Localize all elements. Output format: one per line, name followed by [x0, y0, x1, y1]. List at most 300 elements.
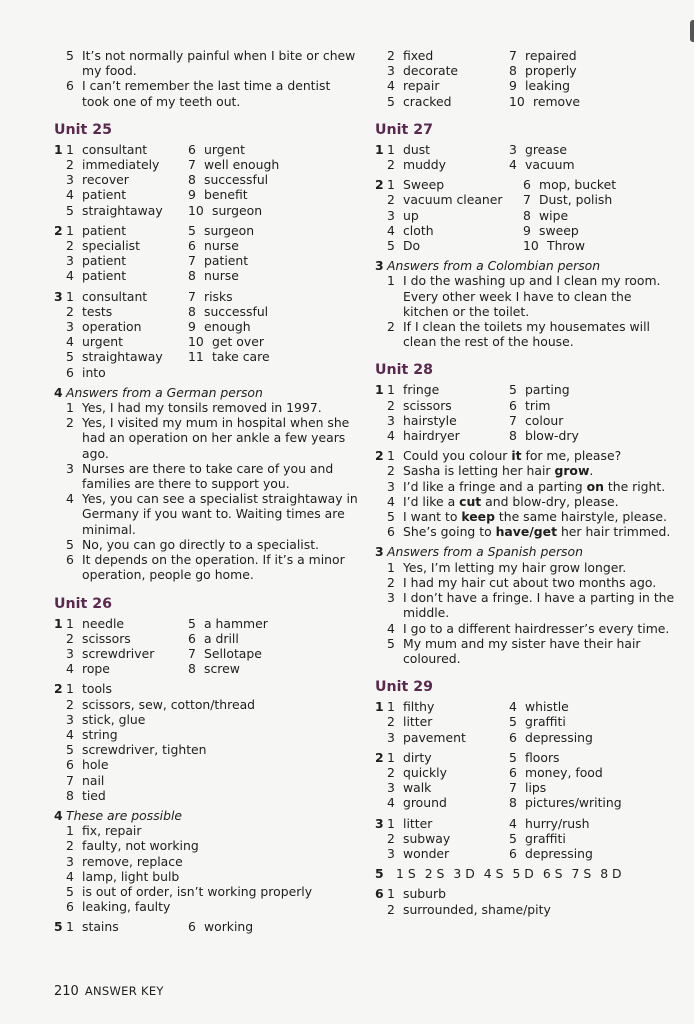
- item-number: 8: [509, 795, 517, 811]
- answer-text: urgent: [204, 141, 245, 157]
- exercise-number: 1: [375, 141, 384, 157]
- item-number: 7: [188, 157, 196, 173]
- answer-row: [54, 289, 360, 304]
- answer-row: [375, 398, 681, 413]
- item-number: 4: [66, 268, 74, 284]
- item-number: 2: [387, 319, 395, 335]
- answer-row: [54, 537, 360, 552]
- exercise-number: [375, 78, 387, 93]
- item-number: 6: [523, 177, 531, 193]
- exercise-number: [54, 203, 66, 218]
- answer-text: rope: [82, 661, 110, 677]
- item-number: 6: [387, 524, 395, 540]
- footer-label: ANSWER KEY: [84, 984, 164, 998]
- answer-row: [375, 208, 681, 223]
- exercise-heading-row: [375, 544, 681, 559]
- answer-row: [54, 899, 360, 914]
- exercise-number: [375, 509, 387, 524]
- exercise-heading: Answers from a Spanish person: [387, 544, 583, 560]
- item-number: 8: [188, 661, 196, 677]
- exercise-number: [54, 727, 66, 742]
- item-number: 5: [66, 202, 74, 218]
- item-number: 6: [66, 899, 74, 915]
- exercise-heading-row: [54, 385, 360, 400]
- answer-text: vacuum cleaner: [403, 192, 503, 208]
- item-number: 1: [66, 919, 74, 935]
- answer-row: [375, 63, 681, 78]
- answer-text-part: I want to: [403, 509, 462, 525]
- exercise-number: [375, 636, 387, 666]
- item-number: 4: [509, 157, 517, 173]
- answer-row: [375, 413, 681, 428]
- exercise-number: 4: [54, 807, 63, 823]
- exercise-number: [54, 742, 66, 757]
- answer-text: pictures/writing: [525, 795, 622, 811]
- answer-text: I had my hair cut about two months ago.: [403, 574, 657, 590]
- answer-text: depressing: [525, 729, 593, 745]
- item-number: 2: [66, 157, 74, 173]
- answer-row: [54, 142, 360, 157]
- answer-row: [54, 268, 360, 283]
- answer-text: trim: [525, 397, 551, 413]
- exercise-number: [54, 697, 66, 712]
- item-number: 4: [66, 661, 74, 677]
- unit-29-ex2: [375, 750, 681, 811]
- answer-row: [375, 816, 681, 831]
- item-number: 5: [66, 742, 74, 758]
- exercise-number: [375, 479, 387, 494]
- bold-answer-word: grow: [554, 463, 590, 479]
- answer-text: litter: [403, 714, 433, 730]
- exercise-number: [54, 631, 66, 646]
- answer-row: [375, 192, 681, 207]
- exercise-number: [54, 788, 66, 803]
- item-number: 1: [387, 273, 395, 289]
- answer-text: I do the washing up and I clean my room. Every other week I have to clean the kitchen or the toilet.: [403, 273, 661, 319]
- item-number: 8: [66, 787, 74, 803]
- exercise-number: [54, 646, 66, 661]
- item-number: 9: [509, 78, 517, 94]
- exercise-number: [54, 334, 66, 349]
- answer-text: repaired: [525, 48, 577, 63]
- answer-row: [375, 78, 681, 93]
- answer-text: a drill: [204, 630, 239, 646]
- answer-text: patient: [82, 187, 127, 203]
- item-number: 3: [66, 853, 74, 869]
- item-number: 8: [188, 172, 196, 188]
- answer-text: wipe: [539, 207, 569, 223]
- answer-text: benefit: [204, 187, 248, 203]
- item-number: 2: [387, 157, 395, 173]
- item-number: 6: [188, 141, 196, 157]
- answer-row: [375, 765, 681, 780]
- answer-row: [54, 773, 360, 788]
- item-number: 3: [509, 141, 517, 157]
- answer-text: fix, repair: [82, 823, 142, 839]
- item-number: 8: [188, 303, 196, 319]
- exercise-number: 3: [375, 815, 384, 831]
- item-number: 1: [66, 222, 74, 238]
- unit-26-continued: [375, 48, 681, 109]
- answer-text: leaking, faulty: [82, 899, 171, 915]
- exercise-number: [375, 48, 387, 63]
- answer-text: muddy: [403, 157, 446, 173]
- answer-text: consultant: [82, 141, 148, 157]
- unit-25-ex2: [54, 223, 360, 284]
- answer-text: surgeon: [212, 202, 263, 218]
- exercise-heading-row: [54, 808, 360, 823]
- exercise-number: [54, 537, 66, 552]
- answer-text: [403, 524, 681, 539]
- answer-text: mop, bucket: [539, 177, 617, 193]
- item-number: 3: [66, 253, 74, 269]
- item-number: 2: [387, 463, 395, 479]
- item-number: [188, 365, 204, 380]
- answer-text: I go to a different hairdresser’s every time.: [403, 620, 670, 636]
- answer-row: [375, 319, 681, 349]
- answer-row: [375, 750, 681, 765]
- answer-text: [204, 365, 360, 380]
- answer-text: nail: [82, 772, 105, 788]
- answer-text: enough: [204, 319, 251, 335]
- answer-row: [375, 463, 681, 478]
- answer-text: hole: [82, 757, 109, 773]
- answer-row: [375, 714, 681, 729]
- answer-row: [375, 846, 681, 861]
- answer-text: leaking: [525, 78, 570, 94]
- answer-row: [54, 727, 360, 742]
- answer-row: [54, 616, 360, 631]
- unit-26-ex5: [54, 919, 360, 934]
- answer-inline-list: [396, 866, 672, 881]
- exercise-number: 5: [375, 866, 384, 882]
- exercise-number: 2: [54, 222, 63, 238]
- item-number: 3: [387, 590, 395, 606]
- page-footer: [54, 984, 164, 999]
- item-number: 5: [509, 714, 517, 730]
- answer-text: string: [82, 726, 118, 742]
- item-number: 7: [509, 780, 517, 796]
- item-number: 5: [509, 830, 517, 846]
- item-number: 7: [188, 288, 196, 304]
- answer-text: patient: [82, 222, 127, 238]
- item-number: 2: [66, 696, 74, 712]
- bold-answer-word: have/get: [495, 524, 557, 540]
- item-number: 5: [387, 635, 395, 651]
- left-column: [54, 48, 360, 940]
- item-number: 2: [387, 764, 395, 780]
- answer-row: [54, 646, 360, 661]
- answer-text: lips: [525, 780, 547, 796]
- item-number: 6: [66, 78, 74, 94]
- exercise-number: [375, 902, 387, 917]
- item-number: 2: [387, 48, 395, 63]
- answer-row: [54, 78, 360, 108]
- exercise-number: [375, 428, 387, 443]
- item-number: 2: [66, 838, 74, 854]
- exercise-number: [54, 365, 66, 380]
- answer-row: [54, 661, 360, 676]
- item-number: 3: [66, 319, 74, 335]
- answer-text: wonder: [403, 845, 450, 861]
- answer-row: [54, 415, 360, 461]
- item-number: 8: [509, 428, 517, 444]
- exercise-number: 3: [54, 288, 63, 304]
- item-number: 2: [387, 901, 395, 917]
- answer-text: surgeon: [204, 222, 255, 238]
- answer-text: nurse: [204, 238, 239, 254]
- answer-text: No, you can go directly to a specialist.: [82, 536, 319, 552]
- exercise-number: [375, 575, 387, 590]
- exercise-number: 6: [375, 886, 384, 902]
- answer-text: ground: [403, 795, 447, 811]
- exercise-number: 4: [54, 384, 63, 400]
- answer-text: depressing: [525, 845, 593, 861]
- item-number: 11: [188, 349, 204, 365]
- answer-text: operation: [82, 319, 142, 335]
- unit-29-ex6: [375, 886, 681, 916]
- answer-item: 4 S: [483, 866, 504, 882]
- answer-text: quickly: [403, 764, 447, 780]
- exercise-number: [54, 319, 66, 334]
- answer-row: [54, 253, 360, 268]
- answer-text: successful: [204, 303, 269, 319]
- answer-text: Yes, you can see a specialist straightaway in Germany if you want to. Waiting times are minimal.: [82, 491, 358, 537]
- answer-text: into: [82, 364, 106, 380]
- exercise-number: [375, 238, 387, 253]
- answer-text: sweep: [539, 222, 579, 238]
- item-number: 6: [66, 364, 74, 380]
- item-number: 6: [188, 919, 196, 935]
- item-number: 5: [509, 749, 517, 765]
- item-number: 1: [387, 699, 395, 715]
- answer-row: [54, 838, 360, 853]
- item-number: 1: [66, 288, 74, 304]
- item-number: 8: [523, 207, 531, 223]
- exercise-number: [54, 187, 66, 202]
- unit-27-ex3: [375, 258, 681, 349]
- unit-29-title: Unit 29: [375, 679, 433, 696]
- answer-row: [54, 203, 360, 218]
- answer-text: repair: [403, 78, 440, 94]
- item-number: 4: [387, 493, 395, 509]
- exercise-number: [54, 400, 66, 415]
- answer-text: [403, 509, 681, 524]
- answer-text: is out of order, isn’t working properly: [82, 883, 313, 899]
- unit-26-ex1: [54, 616, 360, 677]
- exercise-number: [54, 268, 66, 283]
- answer-text: screwdriver, tighten: [82, 742, 207, 758]
- answer-item: 3 D: [453, 866, 475, 882]
- exercise-number: [375, 621, 387, 636]
- answer-row: [375, 780, 681, 795]
- exercise-number: [54, 661, 66, 676]
- bold-answer-word: keep: [461, 509, 495, 525]
- answer-text: suburb: [403, 886, 446, 902]
- item-number: 7: [188, 645, 196, 661]
- answer-row: [375, 524, 681, 539]
- answer-text-part: and blow-dry, please.: [481, 493, 619, 509]
- answer-text: get over: [212, 334, 264, 350]
- exercise-number: [375, 208, 387, 223]
- answer-text: remove: [533, 93, 581, 109]
- item-number: 9: [188, 187, 196, 203]
- bold-answer-word: on: [586, 478, 604, 494]
- answer-text: hairdryer: [403, 428, 460, 444]
- exercise-number: [54, 823, 66, 838]
- item-number: 4: [66, 726, 74, 742]
- exercise-number: [375, 714, 387, 729]
- exercise-number: [375, 765, 387, 780]
- item-number: 5: [188, 615, 196, 631]
- exercise-number: [375, 730, 387, 745]
- exercise-number: [54, 884, 66, 899]
- answer-text: lamp, light bulb: [82, 868, 180, 884]
- answer-text: colour: [525, 412, 564, 428]
- answer-text: [403, 463, 681, 478]
- exercise-number: [375, 590, 387, 620]
- item-number: 5: [66, 883, 74, 899]
- unit-28-ex1: [375, 382, 681, 443]
- answer-text: [403, 448, 681, 463]
- answer-text: nurse: [204, 268, 239, 284]
- unit-29-ex1: [375, 699, 681, 745]
- answer-row: [375, 142, 681, 157]
- answer-text: straightaway: [82, 349, 163, 365]
- unit-27-title: Unit 27: [375, 121, 433, 138]
- item-number: 5: [188, 222, 196, 238]
- answer-text: working: [204, 919, 254, 935]
- item-number: 3: [66, 645, 74, 661]
- answer-item: 6 S: [542, 866, 563, 882]
- item-number: 1: [66, 615, 74, 631]
- answer-text: money, food: [525, 764, 603, 780]
- answer-row: [375, 902, 681, 917]
- item-number: 7: [509, 412, 517, 428]
- exercise-number: [54, 415, 66, 461]
- unit-25-ex3: [54, 289, 360, 380]
- answer-item: 7 S: [571, 866, 592, 882]
- answer-text: scissors: [403, 397, 452, 413]
- exercise-number: 1: [375, 382, 384, 398]
- answer-item: 2 S: [424, 866, 445, 882]
- exercise-number: 3: [375, 258, 384, 274]
- unit-25-ex4: [54, 385, 360, 583]
- answer-text: walk: [403, 780, 432, 796]
- exercise-number: [375, 413, 387, 428]
- answer-row: [54, 334, 360, 349]
- answer-text-part: I’d like a fringe and a parting: [403, 478, 587, 494]
- answer-row: [54, 319, 360, 334]
- answer-row: [375, 886, 681, 901]
- exercise-number: 2: [375, 448, 384, 464]
- answer-row: [54, 187, 360, 202]
- exercise-number: [375, 524, 387, 539]
- item-number: 5: [66, 536, 74, 552]
- unit-28-ex3: [375, 544, 681, 666]
- item-number: 5: [66, 349, 74, 365]
- answer-row: [54, 742, 360, 757]
- answer-text: subway: [403, 830, 451, 846]
- item-number: 2: [387, 397, 395, 413]
- exercise-number: [54, 238, 66, 253]
- item-number: 3: [66, 172, 74, 188]
- exercise-number: 1: [54, 141, 63, 157]
- answer-text: Yes, I’m letting my hair grow longer.: [403, 559, 627, 575]
- answer-text: straightaway: [82, 202, 163, 218]
- answer-row: [54, 349, 360, 364]
- item-number: 8: [509, 63, 517, 79]
- exercise-number: [375, 463, 387, 478]
- item-number: 3: [387, 478, 395, 494]
- answer-text: [403, 479, 681, 494]
- answer-row: [375, 479, 681, 494]
- answer-row: [54, 869, 360, 884]
- answer-row: [54, 854, 360, 869]
- answer-text: cloth: [403, 222, 434, 238]
- item-number: 1: [66, 823, 74, 839]
- unit-29-ex3: [375, 816, 681, 862]
- exercise-number: [375, 494, 387, 509]
- answer-text-part: Could you colour: [403, 448, 512, 464]
- item-number: 6: [188, 238, 196, 254]
- answer-text: whistle: [525, 699, 569, 715]
- answer-row: [375, 223, 681, 238]
- exercise-number: [375, 398, 387, 413]
- answer-text: a hammer: [204, 615, 268, 631]
- answer-text: tests: [82, 303, 113, 319]
- item-number: 4: [509, 815, 517, 831]
- answer-text: well enough: [204, 157, 280, 173]
- exercise-number: [375, 560, 387, 575]
- answer-text-part: Sasha is letting her hair: [403, 463, 555, 479]
- item-number: 7: [509, 48, 517, 63]
- answer-row: [54, 788, 360, 803]
- answer-row: [375, 831, 681, 846]
- exercise-heading-row: [375, 258, 681, 273]
- answer-text: blow-dry: [525, 428, 579, 444]
- answer-text: filthy: [403, 699, 435, 715]
- answer-text: It’s not normally painful when I bite or chew my food.: [82, 48, 356, 79]
- item-number: 5: [66, 48, 74, 63]
- item-number: 2: [387, 192, 395, 208]
- answer-text: graffiti: [525, 830, 566, 846]
- answer-row: [54, 681, 360, 696]
- item-number: 4: [66, 334, 74, 350]
- exercise-number: [375, 157, 387, 172]
- item-number: 2: [387, 574, 395, 590]
- exercise-number: [375, 273, 387, 319]
- answer-text-part: the same hairstyle, please.: [494, 509, 667, 525]
- item-number: 6: [66, 552, 74, 568]
- exercise-number: [54, 854, 66, 869]
- answer-text: screwdriver: [82, 645, 155, 661]
- item-number: 3: [387, 63, 395, 79]
- answer-row: [54, 712, 360, 727]
- answer-text: remove, replace: [82, 853, 183, 869]
- answer-text: urgent: [82, 334, 123, 350]
- answer-row: [54, 157, 360, 172]
- answer-text: grease: [525, 141, 567, 157]
- answer-text: litter: [403, 815, 433, 831]
- exercise-number: [375, 63, 387, 78]
- answer-text: stains: [82, 919, 119, 935]
- item-number: 2: [387, 714, 395, 730]
- exercise-number: [375, 223, 387, 238]
- item-number: 2: [66, 630, 74, 646]
- answer-text-part: She’s going to: [403, 524, 496, 540]
- answer-text: Yes, I had my tonsils removed in 1997.: [82, 400, 322, 416]
